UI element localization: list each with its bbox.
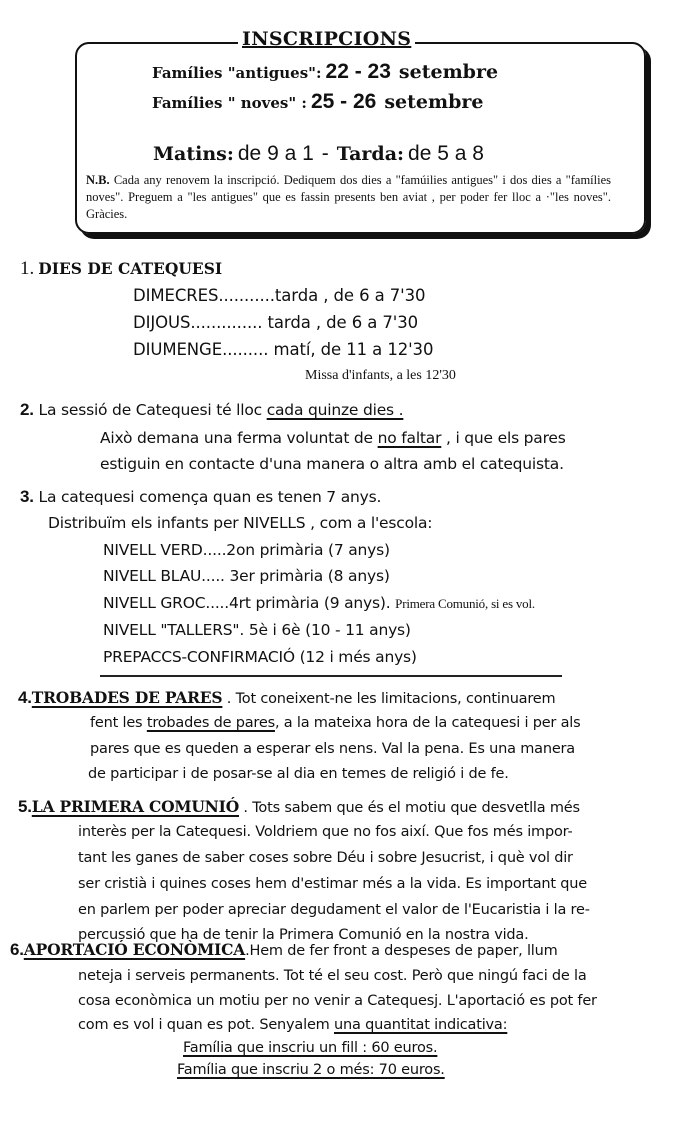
section-6-emphasis: una quantitat indicativa: <box>334 1017 508 1033</box>
section-5-number: 5. <box>18 797 32 816</box>
section-6-text: com es vol i quan es pot. Senyalem <box>78 1017 334 1033</box>
section-5-title: LA PRIMERA COMUNIÓ <box>31 797 239 816</box>
section-4-text: . Tot coneixent-ne les limitacions, continuarem <box>222 691 556 707</box>
level-item: NIVELL BLAU..... 3er primària (8 anys) <box>103 567 390 585</box>
fee-one-child: Família que inscriu un fill : 60 euros. <box>183 1040 438 1056</box>
section-2-line-1 <box>20 400 403 420</box>
section-6-line-4 <box>78 1017 507 1033</box>
schedule-day: DIUMENGE......... <box>133 340 269 359</box>
section-5-line: en parlem per poder apreciar degudament el valor de l'Eucaristia i la re- <box>78 902 590 918</box>
afternoon-hours: de 5 a 8 <box>408 142 484 165</box>
section-6-line-2: neteja i serveis permanents. Tot té el seu cost. Però que ningú faci de la <box>78 968 587 984</box>
section-5-line-1 <box>18 797 580 817</box>
section-6-title: APORTACIÓ ECONÒMICA <box>23 940 246 959</box>
old-families-label: Famílies "antigues": <box>152 64 322 82</box>
level-note: Primera Comunió, si es vol. <box>395 596 535 611</box>
hours-line <box>153 142 484 166</box>
section-5-line: ser cristià i quines coses hem d'estimar més a la vida. Es important que <box>78 876 588 892</box>
registration-note <box>86 172 611 223</box>
new-families-line <box>152 90 483 114</box>
mass-note: Missa d'infants, a les 12'30 <box>305 368 456 383</box>
section-6-line-3: cosa econòmica un motiu per no venir a Catequesj. L'aportació es pot fer <box>78 993 597 1009</box>
section-4-line-4: de participar i de posar-se al dia en temes de religió i de fe. <box>88 766 509 782</box>
new-families-dates: 25 - 26 <box>310 90 377 113</box>
section-1-number: 1. <box>20 258 35 279</box>
section-5-line: interès per la Catequesi. Voldriem que no fos així. Que fos més impor- <box>78 824 573 840</box>
section-5-text: . Tots sabem que és el motiu que desvetlla més <box>239 800 580 816</box>
schedule-row <box>133 340 433 359</box>
morning-label: Matins: <box>153 143 234 165</box>
section-2-text: , i que els pares <box>441 429 566 447</box>
old-families-dates: 22 - 23 <box>325 60 391 83</box>
hours-separator: - <box>321 142 329 165</box>
section-4-text: fent les <box>90 715 147 731</box>
schedule-row <box>133 313 418 332</box>
section-2-text: Això demana una ferma voluntat de <box>100 429 378 447</box>
section-3-text: La catequesi comença quan es tenen 7 anys. <box>38 488 382 506</box>
section-6-number: 6. <box>10 940 24 959</box>
old-families-month: setembre <box>398 61 499 83</box>
section-1-title: DIES DE CATEQUESI <box>38 259 223 278</box>
schedule-time: matí, de 11 a 12'30 <box>268 340 434 359</box>
level-text: NIVELL GROC.....4rt primària (9 anys). <box>103 594 391 612</box>
old-families-line <box>152 60 498 84</box>
schedule-time: tarda , de 6 a 7'30 <box>274 286 426 305</box>
nb-label: N.B. <box>86 173 110 187</box>
section-2-number: 2. <box>20 400 34 419</box>
section-5-line: tant les ganes de saber coses sobre Déu i sobre Jesucrist, i què vol dir <box>78 850 573 866</box>
section-3-line-1 <box>20 487 381 507</box>
registration-title: INSCRIPCIONS <box>238 28 415 50</box>
section-1-heading <box>20 258 222 280</box>
schedule-day: DIMECRES........... <box>133 286 275 305</box>
section-2-text: La sessió de Catequesi té lloc <box>38 401 267 419</box>
nb-text: Cada any renovem la inscripció. Dediquem dos dies a "famúilies antigues" i dos dies a "famílies noves". Preguem a "les antigues" que es fassin presents ben aviat , per poder fer lloc a ·"les noves". Gràcies. <box>86 173 611 221</box>
section-4-line-3: pares que es queden a esperar els nens. Val la pena. Es una manera <box>90 741 575 757</box>
section-6-text: .Hem de fer front a despeses de paper, llum <box>245 943 558 959</box>
section-4-line-2 <box>90 715 580 731</box>
section-5-line: percussió que ha de tenir la Primera Comunió en la nostra vida. <box>78 927 529 943</box>
section-4-title: TROBADES DE PARES <box>31 688 223 707</box>
section-2-line-3: estiguin en contacte d'una manera o altra amb el catequista. <box>100 455 564 473</box>
section-2-emphasis: cada quinze dies . <box>266 401 404 419</box>
new-families-label: Famílies " noves" : <box>152 94 307 112</box>
schedule-row <box>133 286 425 305</box>
morning-hours: de 9 a 1 <box>237 142 314 165</box>
schedule-time: tarda , de 6 a 7'30 <box>262 313 419 332</box>
schedule-day: DIJOUS.............. <box>133 313 263 332</box>
level-item: NIVELL VERD.....2on primària (7 anys) <box>103 541 390 559</box>
section-2-line-2 <box>100 429 566 447</box>
afternoon-label: Tarda: <box>336 143 405 165</box>
section-2-emphasis: no faltar <box>377 429 442 447</box>
section-4-emphasis: trobades de pares <box>146 715 275 731</box>
level-item: PREPACCS-CONFIRMACIÓ (12 i més anys) <box>103 648 417 666</box>
section-4-text: , a la mateixa hora de la catequesi i per als <box>274 715 581 731</box>
level-item <box>103 594 535 612</box>
level-item: NIVELL "TALLERS". 5è i 6è (10 - 11 anys) <box>103 621 411 639</box>
section-4-number: 4. <box>18 688 32 707</box>
section-3-number: 3. <box>20 487 34 506</box>
fee-two-or-more: Família que inscriu 2 o més: 70 euros. <box>177 1062 445 1078</box>
section-divider <box>100 675 562 677</box>
section-3-line-2: Distribuïm els infants per NIVELLS , com a l'escola: <box>48 514 433 532</box>
section-6-line-1 <box>10 940 558 960</box>
new-families-month: setembre <box>384 91 484 113</box>
section-4-line-1 <box>18 688 555 708</box>
